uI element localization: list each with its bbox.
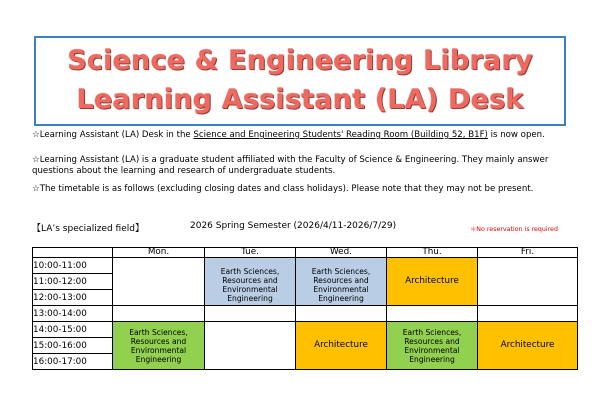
day-header-mon: Mon. [113, 248, 205, 258]
timetable-note-paragraph: ☆The timetable is as follows (excluding closing dates and class holidays). Please note that they may not be present. [32, 184, 534, 194]
location-suffix: is now open. [487, 130, 545, 140]
timetable-header-row [33, 248, 578, 258]
empty-cell [113, 306, 205, 322]
time-slot: 12:00-13:00 [33, 290, 113, 306]
table-row [33, 322, 578, 338]
timetable [32, 247, 578, 370]
title-box [34, 36, 566, 126]
specialized-field-label: 【LA’s specialized field】 [32, 224, 144, 234]
time-slot: 11:00-12:00 [33, 274, 113, 290]
tue-morning-earth-sciences: Earth Sciences, Resources and Environmental Engineering [205, 258, 296, 306]
reading-room-link[interactable]: Science and Engineering Students' Reading Room (Building 52, B1F) [193, 130, 488, 140]
time-slot: 15:00-16:00 [33, 338, 113, 354]
empty-cell [478, 306, 578, 322]
time-slot: 10:00-11:00 [33, 258, 113, 274]
day-header-tue: Tue. [205, 248, 296, 258]
day-header-thu: Thu. [387, 248, 478, 258]
mon-morning-empty [113, 258, 205, 306]
thu-morning-architecture: Architecture [387, 258, 478, 306]
desk-location-paragraph [32, 130, 588, 141]
mon-afternoon-earth-sciences: Earth Sciences, Resources and Environmental Engineering [113, 322, 205, 370]
title-line-1: Science & Engineering Library [67, 45, 533, 76]
la-description-paragraph: ☆Learning Assistant (LA) is a graduate student affiliated with the Faculty of Science & Engineering. They mainly answer questions about the learning and research of undergraduate students. [32, 155, 549, 176]
table-row [33, 258, 578, 274]
time-slot: 16:00-17:00 [33, 354, 113, 370]
wed-morning-earth-sciences: Earth Sciences, Resources and Environmental Engineering [296, 258, 387, 306]
day-header-wed: Wed. [296, 248, 387, 258]
table-row [33, 306, 578, 322]
title-line-2: Learning Assistant (LA) Desk [76, 84, 524, 115]
tue-afternoon-empty [205, 322, 296, 370]
location-prefix: ☆Learning Assistant (LA) Desk in the [32, 130, 194, 140]
wed-afternoon-architecture: Architecture [296, 322, 387, 370]
semester-label: 2026 Spring Semester (2026/4/11-2026/7/29) [190, 221, 397, 231]
fri-afternoon-architecture: Architecture [478, 322, 578, 370]
empty-cell [205, 306, 296, 322]
empty-cell [296, 306, 387, 322]
thu-afternoon-earth-sciences: Earth Sciences, Resources and Environmental Engineering [387, 322, 478, 370]
day-header-fri: Fri. [478, 248, 578, 258]
time-slot: 14:00-15:00 [33, 322, 113, 338]
empty-cell [387, 306, 478, 322]
corner-cell [33, 248, 113, 258]
no-reservation-note: ＊No reservation is required [470, 226, 558, 233]
time-slot: 13:00-14:00 [33, 306, 113, 322]
fri-morning-empty [478, 258, 578, 306]
